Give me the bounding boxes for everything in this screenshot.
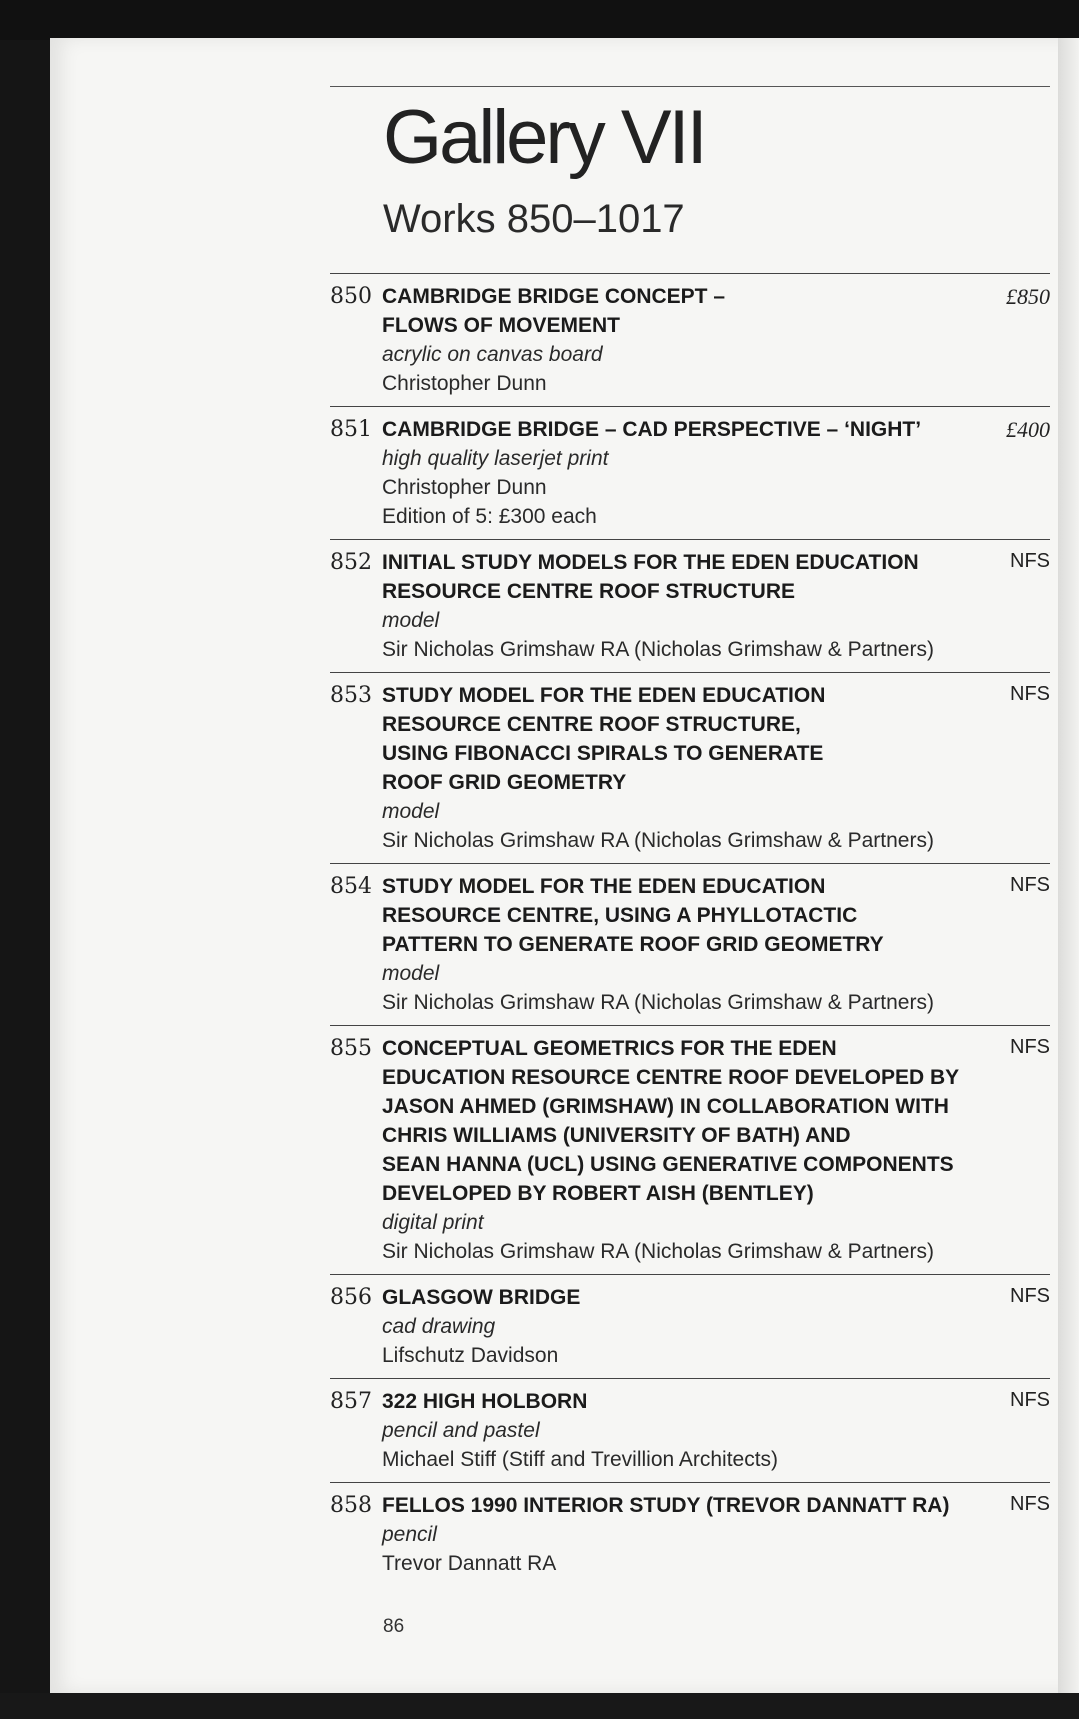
entry-medium: model	[382, 962, 440, 985]
entry-number: 853	[330, 683, 372, 708]
catalogue-entry-856	[330, 1274, 1050, 1378]
entry-artist: Sir Nicholas Grimshaw RA (Nicholas Grimshaw & Partners)	[382, 638, 934, 661]
entry-medium: model	[382, 800, 440, 823]
entry-title: GLASGOW BRIDGE	[382, 1286, 581, 1309]
entry-medium: cad drawing	[382, 1315, 496, 1338]
entry-medium: acrylic on canvas board	[382, 343, 603, 366]
entry-title: 322 HIGH HOLBORN	[382, 1390, 588, 1413]
entry-number: 851	[330, 417, 372, 442]
entry-artist: Sir Nicholas Grimshaw RA (Nicholas Grimshaw & Partners)	[382, 1240, 934, 1263]
entry-medium: model	[382, 609, 440, 632]
entry-artist: Christopher Dunn	[382, 476, 547, 499]
entry-title: FELLOS 1990 INTERIOR STUDY (TREVOR DANNATT RA)	[382, 1494, 950, 1517]
works-range: Works 850–1017	[383, 197, 685, 241]
entry-title: CONCEPTUAL GEOMETRICS FOR THE EDEN EDUCATION RESOURCE CENTRE ROOF DEVELOPED BY JASON AHMED (GRIMSHAW) IN COLLABORATION WITH CHRIS WILLIAMS (UNIVERSITY OF BATH) AND SEAN HANNA (UCL) USING GENERATIVE COMPONENTS DEVELOPED BY ROBERT AISH (BENTLEY)	[382, 1037, 960, 1205]
entry-title: CAMBRIDGE BRIDGE CONCEPT – FLOWS OF MOVEMENT	[382, 285, 726, 337]
entry-artist: Trevor Dannatt RA	[382, 1552, 557, 1575]
entry-artist: Sir Nicholas Grimshaw RA (Nicholas Grimshaw & Partners)	[382, 829, 934, 852]
catalogue-entry-857	[330, 1378, 1050, 1482]
entry-number: 855	[330, 1036, 372, 1061]
entry-number: 857	[330, 1389, 372, 1414]
entry-price: NFS	[1010, 1389, 1050, 1411]
entry-title: CAMBRIDGE BRIDGE – CAD PERSPECTIVE – ‘NIGHT’	[382, 418, 922, 441]
catalogue-entry-850	[330, 273, 1050, 406]
entry-price: £400	[1006, 417, 1050, 442]
gallery-title: Gallery VII	[383, 95, 705, 180]
entry-artist: Michael Stiff (Stiff and Trevillion Architects)	[382, 1448, 779, 1471]
entry-artist: Christopher Dunn	[382, 372, 547, 395]
entry-medium: pencil and pastel	[382, 1419, 540, 1442]
entry-price: NFS	[1010, 874, 1050, 896]
entry-title: STUDY MODEL FOR THE EDEN EDUCATION RESOURCE CENTRE, USING A PHYLLOTACTIC PATTERN TO GENERATE ROOF GRID GEOMETRY	[382, 875, 884, 956]
catalogue-entry-858	[330, 1482, 1050, 1586]
entry-number: 858	[330, 1493, 372, 1518]
entry-title: STUDY MODEL FOR THE EDEN EDUCATION RESOURCE CENTRE ROOF STRUCTURE, USING FIBONACCI SPIRALS TO GENERATE ROOF GRID GEOMETRY	[382, 684, 826, 794]
entry-medium: digital print	[382, 1211, 484, 1234]
entry-price: £850	[1006, 284, 1050, 309]
entry-artist: Lifschutz Davidson	[382, 1344, 559, 1367]
entry-artist: Sir Nicholas Grimshaw RA (Nicholas Grimshaw & Partners)	[382, 991, 934, 1014]
entry-number: 850	[330, 284, 372, 309]
bottom-shadow	[0, 1693, 1079, 1719]
entry-price: NFS	[1010, 1036, 1050, 1058]
catalogue-entry-854	[330, 863, 1050, 1025]
entry-number: 856	[330, 1285, 372, 1310]
entry-edition: Edition of 5: £300 each	[382, 505, 597, 528]
page-edge	[1058, 38, 1079, 1719]
catalogue-content	[330, 86, 1050, 1586]
entry-price: NFS	[1010, 550, 1050, 572]
entry-price: NFS	[1010, 683, 1050, 705]
catalogue-entry-851	[330, 406, 1050, 539]
entry-number: 854	[330, 874, 372, 899]
entry-number: 852	[330, 550, 372, 575]
catalogue-entry-852	[330, 539, 1050, 672]
book-spine-shadow	[0, 0, 1079, 40]
page-number: 86	[383, 1616, 405, 1637]
entry-price: NFS	[1010, 1493, 1050, 1515]
catalogue-entry-853	[330, 672, 1050, 863]
entry-medium: high quality laserjet print	[382, 447, 609, 470]
entry-title: INITIAL STUDY MODELS FOR THE EDEN EDUCATION RESOURCE CENTRE ROOF STRUCTURE	[382, 551, 919, 603]
entry-medium: pencil	[382, 1523, 437, 1546]
header-rule	[330, 86, 1050, 87]
entry-price: NFS	[1010, 1285, 1050, 1307]
catalogue-entry-855	[330, 1025, 1050, 1274]
